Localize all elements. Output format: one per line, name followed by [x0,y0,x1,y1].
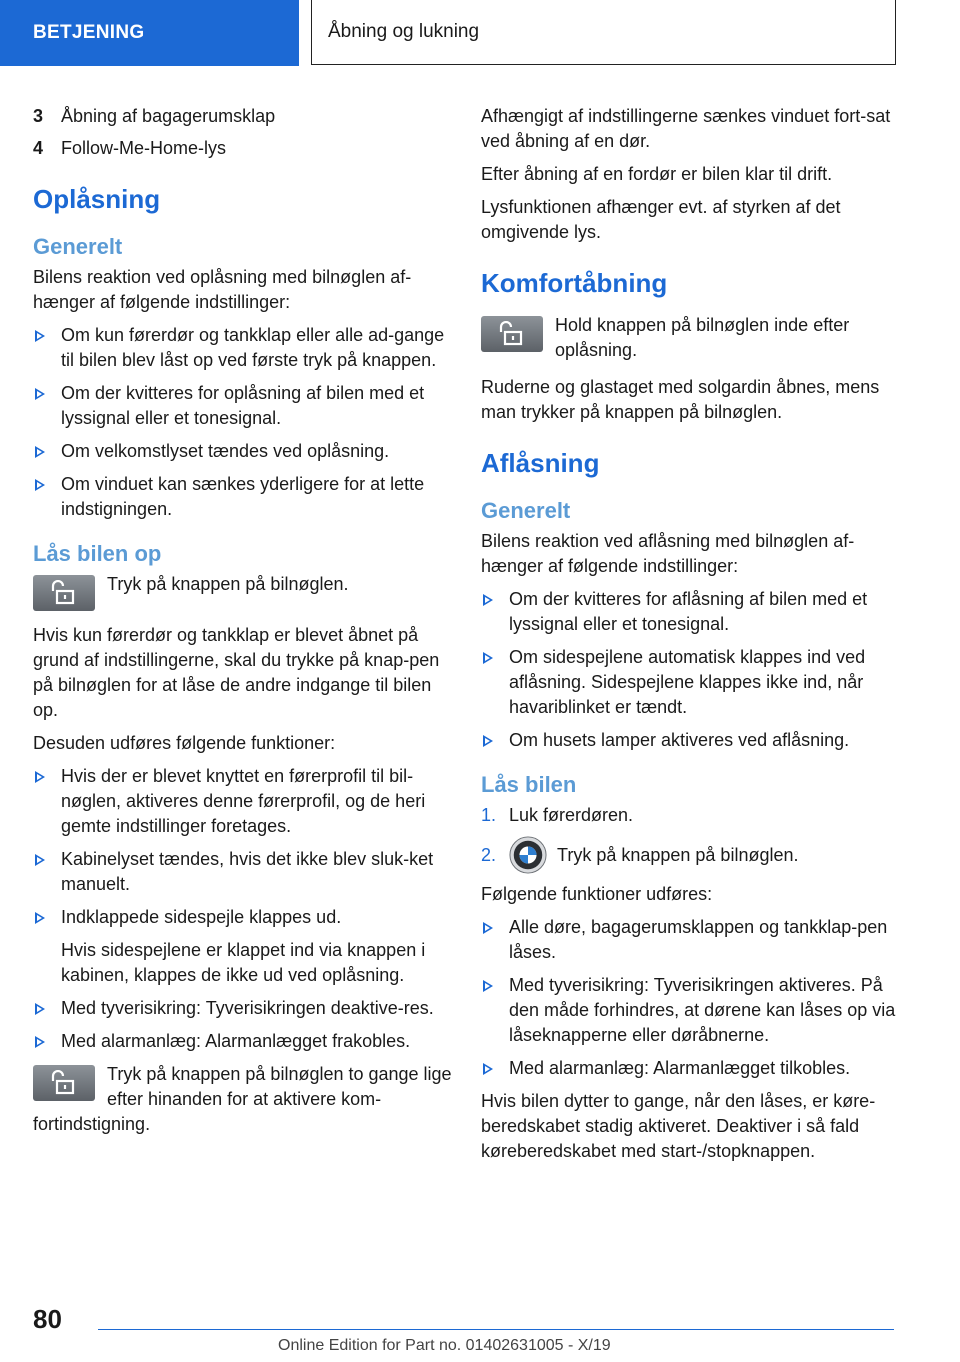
unlock-key-icon [33,575,95,611]
heading-aflaasning: Aflåsning [481,448,600,478]
paragraph: Afhængigt af indstillingerne sænkes vinduet fort-sat ved åbning af en dør. [481,106,891,151]
list-item: Med alarmanlæg: Alarmanlægget frakobles. [33,1029,453,1054]
triangle-bullet-icon [35,1036,45,1048]
item-text: Åbning af bagagerumsklap [61,106,276,126]
paragraph: Hvis bilen dytter to gange, når den låses, er køre-beredskabet stadig aktiveret. Deaktiver i så fald køreberedskabet med start-/stopknappen. [481,1091,876,1161]
bullet-list [481,915,899,1081]
list-item: Om kun førerdør og tankklap eller alle ad-gange til bilen blev låst op ved første tryk på knappen. [33,323,453,373]
key-instruction [481,313,899,363]
paragraph: Desuden udføres følgende funktioner: [33,733,336,753]
triangle-bullet-icon [483,594,493,606]
triangle-bullet-icon [483,735,493,747]
triangle-bullet-icon [35,388,45,400]
bullet-list [481,587,899,753]
heading-laas-bilen-op: Lås bilen op [33,541,162,566]
step-number: 2. [481,844,497,865]
triangle-bullet-icon [35,479,45,491]
triangle-bullet-icon [35,771,45,783]
paragraph: Ruderne og glastaget med solgardin åbnes, mens man trykker på knappen på bilnøglen. [481,377,880,422]
list-item: Om velkomstlyset tændes ved oplåsning. [33,439,453,464]
step-number: 1. [481,805,497,825]
key-instruction-text: Tryk på knappen på bilnøglen to gange lige efter hinanden for at aktivere kom-fortindstigning. [33,1064,452,1134]
item-text: Follow-Me-Home-lys [61,138,227,158]
paragraph: Følgende funktioner udføres: [481,884,713,904]
bmw-key-logo-icon [509,836,547,874]
paragraph: Bilens reaktion ved oplåsning med bilnøglen af-hænger af følgende indstillinger: [33,267,412,312]
heading-generelt: Generelt [33,234,123,259]
footer-divider [98,1329,894,1330]
triangle-bullet-icon [483,1063,493,1075]
triangle-bullet-icon [483,980,493,992]
key-instruction-text: Hold knappen på bilnøglen inde efter oplåsning. [555,315,850,360]
left-column [33,104,453,1137]
key-instruction [33,572,453,611]
paragraph: Lysfunktionen afhænger evt. af styrken af det omgivende lys. [481,197,841,242]
list-item: Med tyverisikring: Tyverisikringen aktiveres. På den måde forhindres, at dørene kan låses op via låseknapperne eller døråbnerne. [481,973,899,1048]
list-item: Om sidespejlene automatisk klappes ind ved aflåsning. Sidespejlene klappes ikke ind, når havariblinket er tændt. [481,645,899,720]
key-instruction-wrap [33,1062,453,1137]
footer-edition: Online Edition for Part no. 01402631005 - X/19 [278,1337,611,1354]
unlock-key-icon [33,1065,95,1101]
list-item: Om vinduet kan sænkes yderligere for at lette indstigningen. [33,472,453,522]
list-item: Indklappede sidespejle klappes ud. [33,905,453,930]
list-item: Hvis der er blevet knyttet en førerprofil til bil-nøglen, aktiveres denne førerprofil, og de heri gemte indstillinger foretages. [33,764,453,839]
page-header [0,0,960,66]
list-item: Kabinelyset tændes, hvis det ikke blev sluk-ket manuelt. [33,847,453,897]
unlock-key-icon [481,316,543,352]
paragraph: Bilens reaktion ved aflåsning med bilnøglen af-hænger af følgende indstillinger: [481,531,855,576]
bullet-list [33,996,453,1054]
step-item [481,836,899,874]
item-number: 3 [33,106,44,126]
triangle-bullet-icon [35,446,45,458]
list-item [33,136,453,161]
list-item: Om der kvitteres for oplåsning af bilen med et lyssignal eller et tonesignal. [33,381,453,431]
bullet-list [33,323,453,522]
triangle-bullet-icon [483,652,493,664]
triangle-bullet-icon [35,912,45,924]
paragraph: Efter åbning af en fordør er bilen klar til drift. [481,164,833,184]
triangle-bullet-icon [483,922,493,934]
section-label: BETJENING [0,0,299,66]
list-item: Med alarmanlæg: Alarmanlægget tilkobles. [481,1056,899,1081]
heading-oplaasning: Oplåsning [33,184,161,214]
list-item [33,104,453,129]
right-column [481,104,899,1172]
list-item: Med tyverisikring: Tyverisikringen deaktive-res. [33,996,453,1021]
list-item: Alle døre, bagagerumsklappen og tankklap-pen låses. [481,915,899,965]
page-number: 80 [33,1304,62,1334]
heading-generelt: Generelt [481,498,571,523]
triangle-bullet-icon [35,854,45,866]
list-item: Om husets lamper aktiveres ved aflåsning. [481,728,899,753]
heading-laas-bilen: Lås bilen [481,772,577,797]
key-instruction-text: Tryk på knappen på bilnøglen. [107,574,349,594]
step-text: Luk førerdøren. [509,805,634,825]
indented-note: Hvis sidespejlene er klappet ind via knappen i kabinen, klappes de ikke ud ved oplåsning. [61,940,426,985]
triangle-bullet-icon [35,1003,45,1015]
step-text: Tryk på knappen på bilnøglen. [557,844,799,865]
bullet-list [33,764,453,930]
triangle-bullet-icon [35,330,45,342]
list-item: Om der kvitteres for aflåsning af bilen med et lyssignal eller et tonesignal. [481,587,899,637]
item-number: 4 [33,138,44,158]
chapter-title: Åbning og lukning [311,0,896,65]
step-item [481,803,899,828]
heading-komfortaabning: Komfortåbning [481,268,668,298]
paragraph: Hvis kun førerdør og tankklap er blevet åbnet på grund af indstillingerne, skal du trykke på knap-pen på bilnøglen for at låse de andre indgange til bilen op. [33,625,440,720]
